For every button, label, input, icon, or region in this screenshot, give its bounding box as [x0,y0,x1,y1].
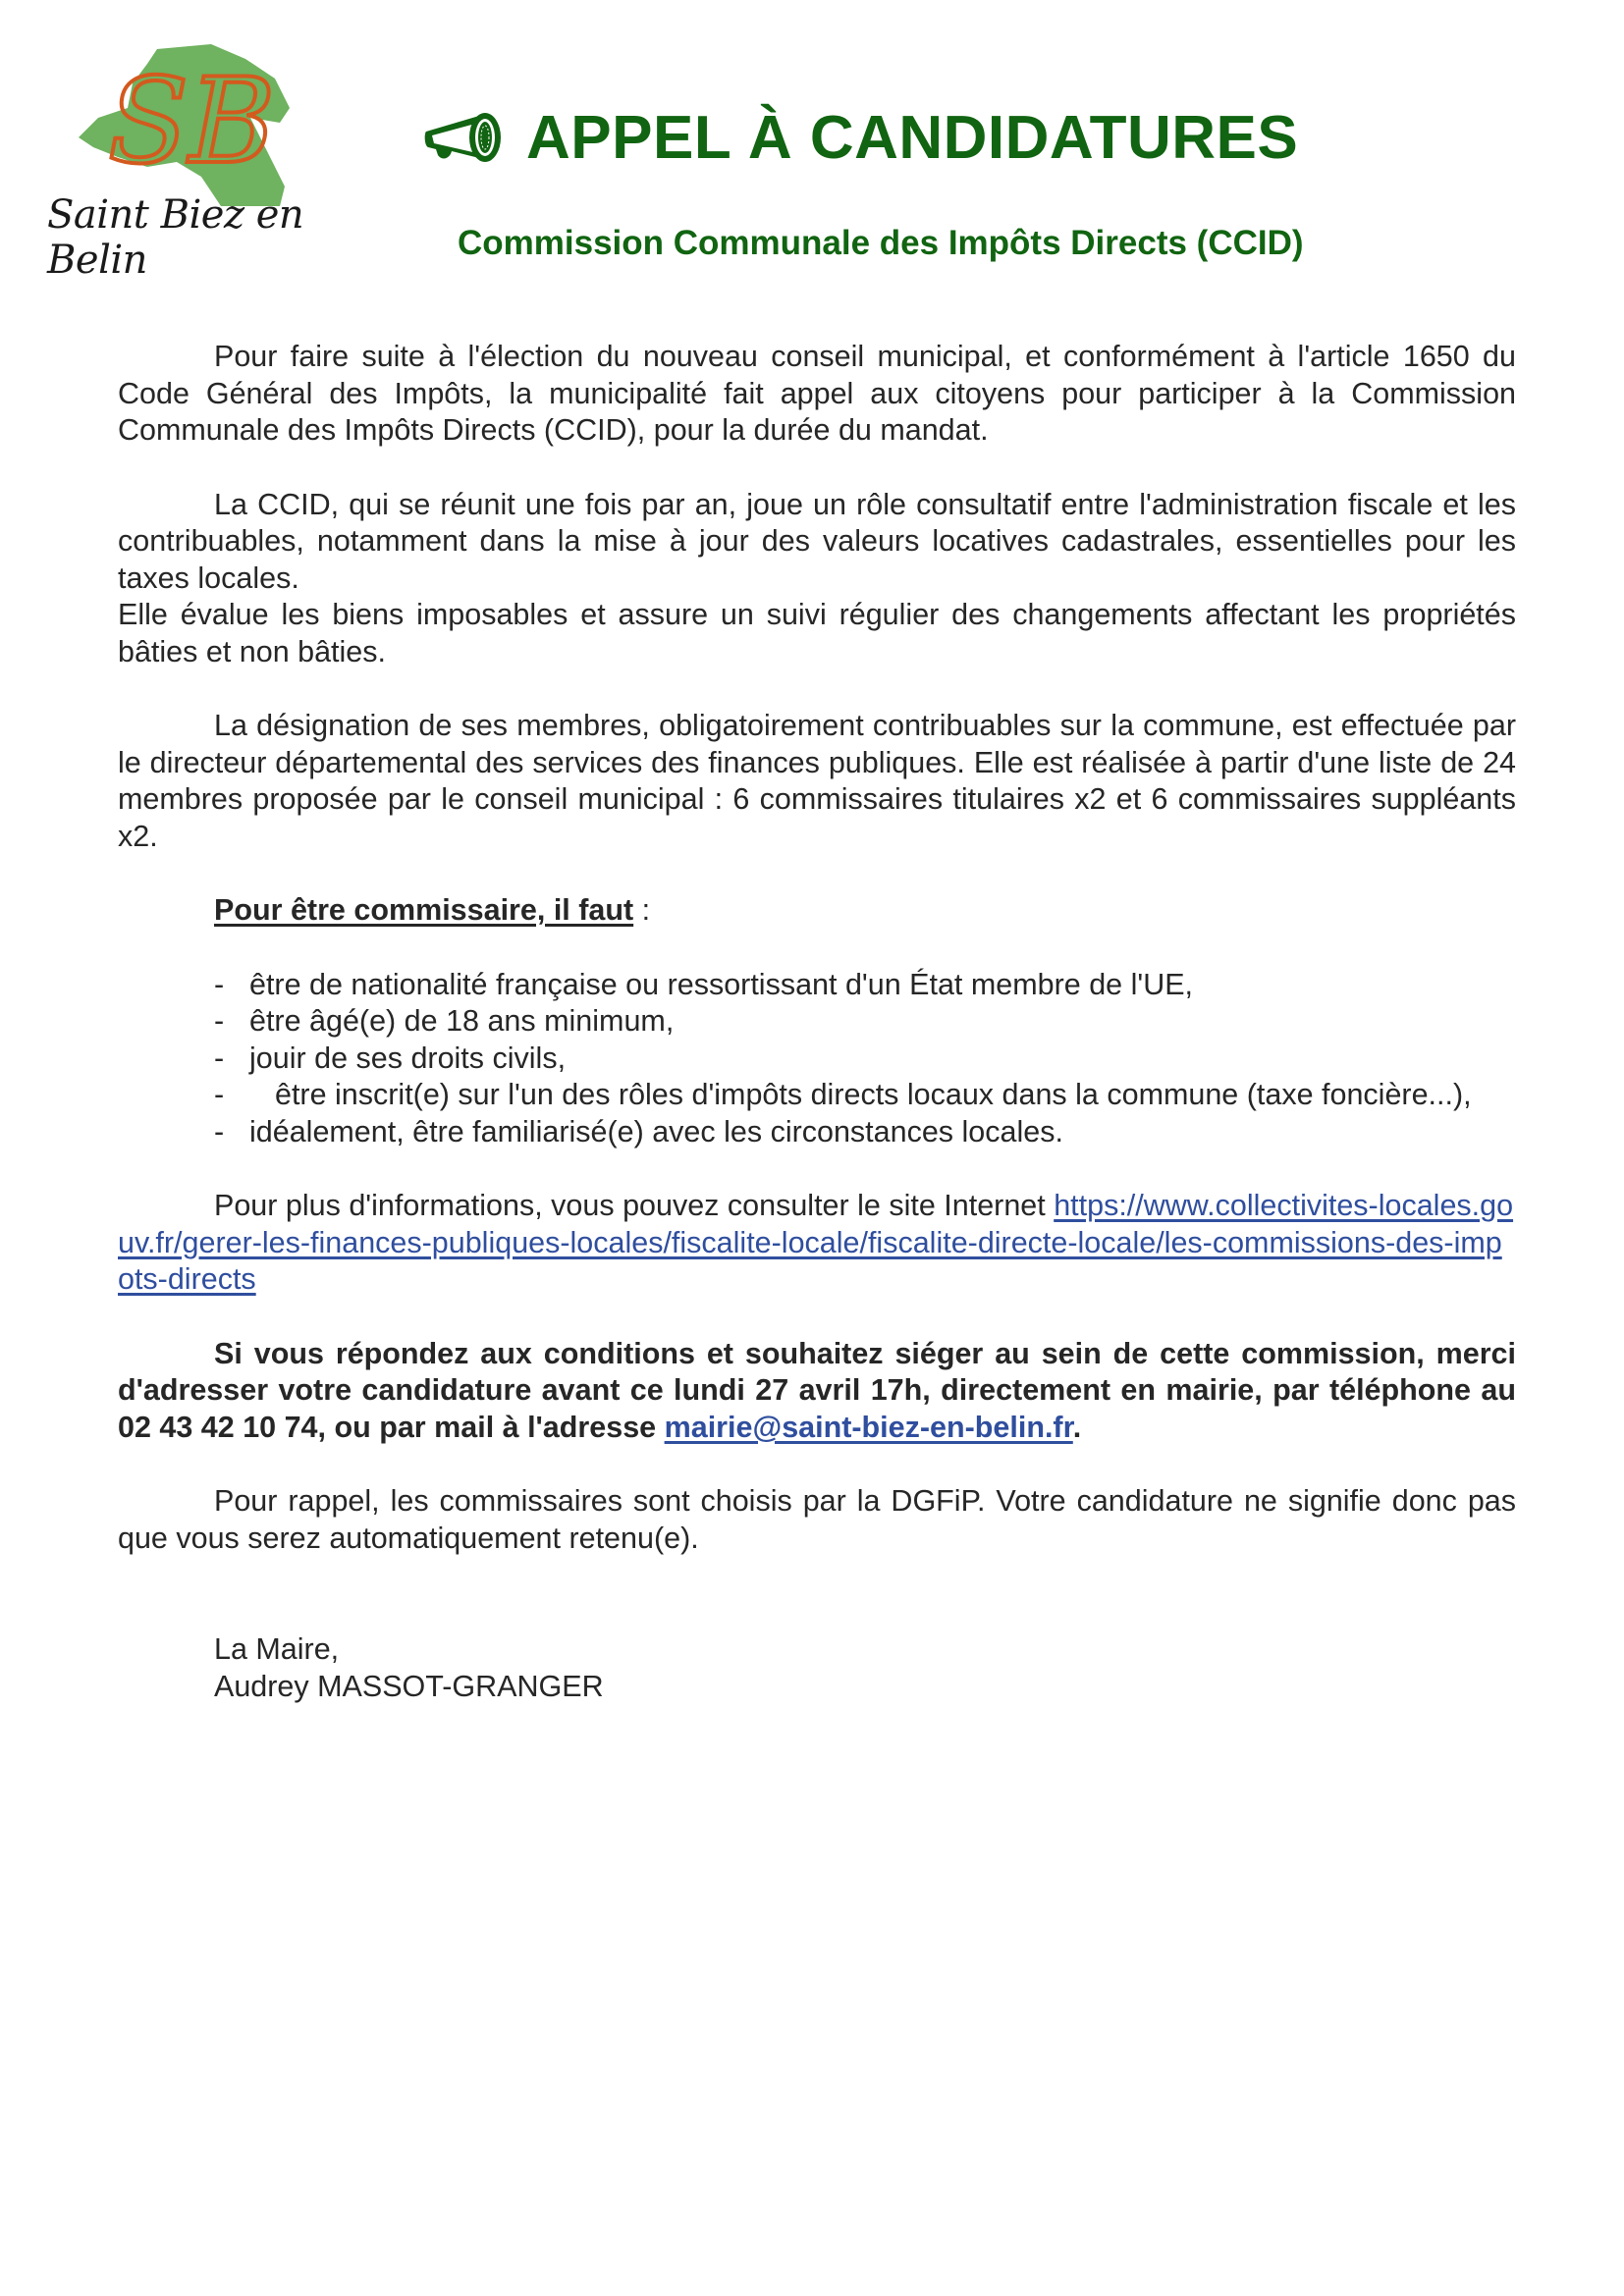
page-title: APPEL À CANDIDATURES [526,104,1299,172]
bullet-dash: - [214,967,225,1001]
requirements-heading: Pour être commissaire, il faut [214,893,634,927]
signature-role: La Maire, [214,1632,340,1666]
page-subtitle: Commission Communale des Impôts Directs (CCID) [458,224,1304,262]
title-row [422,104,1299,172]
list-item: - idéalement, être familiarisé(e) avec les circonstances locales. [118,1114,1516,1151]
paragraph-designation: La désignation de ses membres, obligatoirement contribuables sur la commune, est effectuée par le directeur départemental des services des finances publiques. Elle est réalisée à partir d'une liste de 24 membres proposée par le conseil municipal : 6 commissaires titulaires x2 et 6 commissaires suppléants x2. [118,709,1516,853]
bullet-dash: - [214,1004,225,1038]
bullet-dash: - [214,1041,225,1075]
town-name: Saint Biez en Belin [47,192,304,283]
megaphone-icon [422,110,507,167]
requirements-heading-line [118,892,1516,930]
paragraph-role: La CCID, qui se réunit une fois par an, joue un rôle consultatif entre l'administration fiscale et les contribuables, notamment dans la mise à jour des valeurs locatives cadastrales, essentielles pour les taxes locales. [118,487,1516,595]
paragraph-intro: Pour faire suite à l'élection du nouveau conseil municipal, et conformément à l'article 1650 du Code Général des Impôts, la municipalité fait appel aux citoyens pour participer à la Commission Communale des Impôts Directs (CCID), pour la durée du mandat. [118,340,1516,447]
list-item: - être de nationalité française ou ressortissant d'un État membre de l'UE, [118,967,1516,1004]
list-item: - être âgé(e) de 18 ans minimum, [118,1003,1516,1041]
requirements-colon: : [633,893,651,927]
bullet-dash: - [214,1078,225,1111]
info-link[interactable]: https://www.collectivites-locales.gouv.fr/gerer-les-finances-publiques-locales/fiscalite-locale/fiscalite-directe-locale/les-commissions-des-impots-directs [118,1189,1514,1296]
paragraph-apply: Si vous répondez aux conditions et souhaitez siéger au sein de cette commission, merci d'adresser votre candidature avant ce lundi 27 avril 17h, directement en mairie, par téléphone au 02 43 42 10 74, ou par mail à l'adresse mairie@saint-biez-en-belin.fr. [118,1336,1516,1444]
signature-name: Audrey MASSOT-GRANGER [214,1669,604,1703]
map-shape-icon [39,39,388,206]
requirements-list [118,967,1516,1151]
paragraph-reminder: Pour rappel, les commissaires sont choisis par la DGFiP. Votre candidature ne signifie donc pas que vous serez automatiquement retenu(e). [118,1484,1516,1555]
list-item: - jouir de ses droits civils, [118,1041,1516,1078]
paragraph-info: Pour plus d'informations, vous pouvez consulter le site Internet https://www.collectivites-locales.gouv.fr/gerer-les-finances-publiques-locales/fiscalite-locale/fiscalite-directe-locale/les-commissions-des-impots-directs [118,1189,1514,1296]
bullet-dash: - [214,1114,225,1148]
paragraph-evaluation: Elle évalue les biens imposables et assure un suivi régulier des changements affectant les propriétés bâties et non bâties. [118,598,1516,668]
monogram: SB [108,54,276,190]
list-item: - être inscrit(e) sur l'un des rôles d'impôts directs locaux dans la commune (taxe foncière...), [118,1077,1516,1114]
email-link[interactable]: mairie@saint-biez-en-belin.fr [664,1410,1073,1444]
document-body [118,339,1516,1705]
